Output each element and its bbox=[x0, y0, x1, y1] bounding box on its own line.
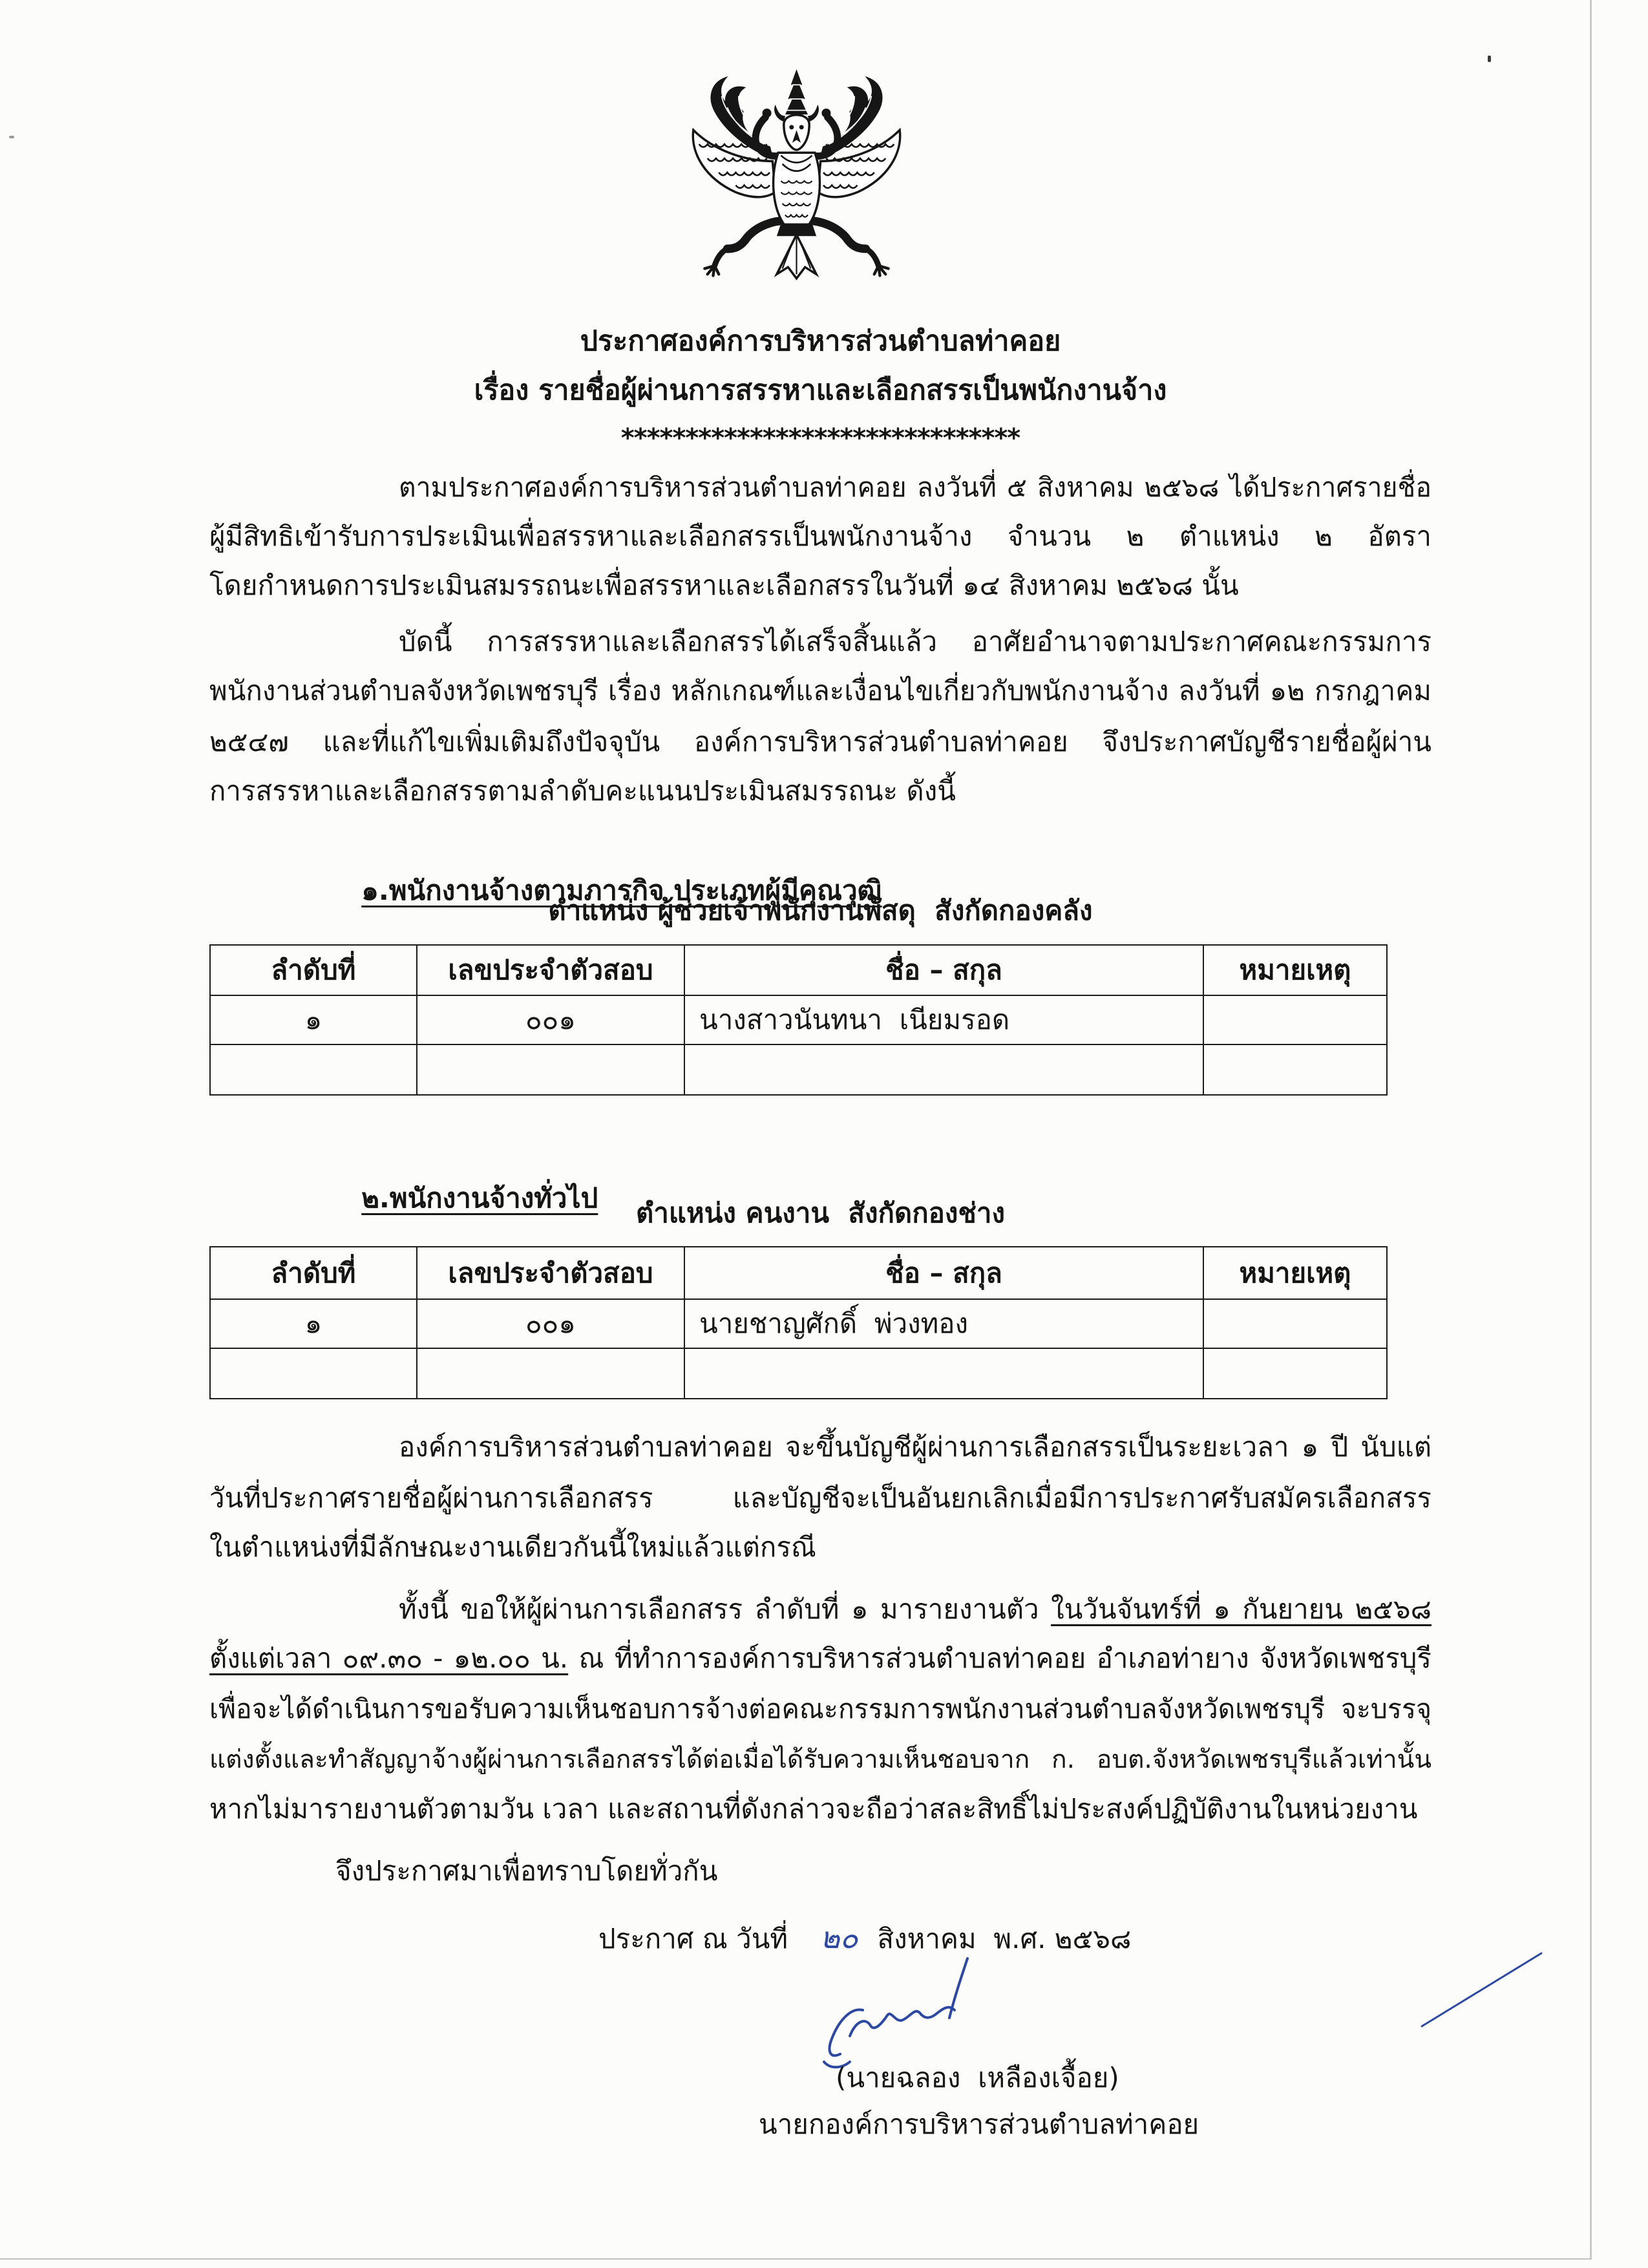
cell-remarks bbox=[1203, 1299, 1387, 1348]
cell-empty bbox=[684, 1348, 1203, 1399]
header-rank: ลำดับที่ bbox=[210, 945, 417, 995]
paragraph2-line-3: ๒๕๔๗ และที่แก้ไขเพิ่มเติมถึงปัจจุบัน องค์การบริหารส่วนตำบลท่าคอย จึงประกาศบัญชีรายชื่อผู้ผ่าน bbox=[209, 726, 1431, 758]
cell-full-name: นางสาวนันทนา เนียมรอด bbox=[684, 995, 1203, 1044]
header-remarks: หมายเหตุ bbox=[1203, 1247, 1387, 1299]
announcement-date bbox=[598, 1913, 1431, 1962]
signer-title: นายกองค์การบริหารส่วนตำบลท่าคอย bbox=[759, 2108, 1199, 2140]
header-remarks: หมายเหตุ bbox=[1203, 945, 1387, 995]
date-month-year: สิงหาคม พ.ศ. ๒๕๖๘ bbox=[877, 1923, 1132, 1955]
scan-speck bbox=[1488, 56, 1491, 62]
paragraph4-line-5: หากไม่มารายงานตัวตามวัน เวลา และสถานที่ดังกล่าวจะถือว่าสละสิทธิ์ไม่ประสงค์ปฏิบัติงานในหน่วยงาน bbox=[209, 1793, 1418, 1825]
paragraph2-line-4: การสรรหาและเลือกสรรตามลำดับคะแนนประเมินสมรรถนะ ดังนี้ bbox=[209, 775, 956, 807]
paragraph2-line-2: พนักงานส่วนตำบลจังหวัดเพชรบุรี เรื่อง หลักเกณฑ์และเงื่อนไขเกี่ยวกับพนักงานจ้าง ลงวันที่ ๑๒ กรกฎาคม bbox=[209, 675, 1431, 706]
scan-edge-vertical bbox=[1590, 0, 1592, 2258]
table-row bbox=[210, 1299, 1387, 1348]
cell-empty bbox=[210, 1348, 417, 1399]
closing-statement: จึงประกาศมาเพื่อทราบโดยทั่วกัน bbox=[335, 1855, 718, 1887]
candidate-table-1 bbox=[209, 944, 1388, 1096]
header-full-name: ชื่อ – สกุล bbox=[684, 945, 1203, 995]
candidate-table-2 bbox=[209, 1246, 1388, 1399]
cell-remarks bbox=[1203, 995, 1387, 1044]
section2-position: ตำแหน่ง คนงาน สังกัดกองช่าง bbox=[636, 1197, 1005, 1229]
paragraph3-line-2: วันที่ประกาศรายชื่อผู้ผ่านการเลือกสรร และบัญชีจะเป็นอันยกเลิกเมื่อมีการประกาศรับสมัครเลือกสรร bbox=[209, 1482, 1431, 1514]
paragraph3-line-1: องค์การบริหารส่วนตำบลท่าคอย จะขึ้นบัญชีผู้ผ่านการเลือกสรรเป็นระยะเวลา ๑ ปี นับแต่ bbox=[399, 1431, 1431, 1463]
garuda-center bbox=[774, 69, 820, 279]
cell-empty bbox=[210, 1044, 417, 1095]
stray-pen-mark bbox=[1415, 1945, 1551, 2036]
paragraph2-line-1: บัดนี้ การสรรหาและเลือกสรรได้เสร็จสิ้นแล้ว อาศัยอำนาจตามประกาศคณะกรรมการ bbox=[399, 626, 1431, 657]
table-header-row bbox=[210, 1247, 1387, 1299]
paragraph1-line-2: ผู้มีสิทธิเข้ารับการประเมินเพื่อสรรหาและเลือกสรรเป็นพนักงานจ้าง จำนวน ๒ ตำแหน่ง ๒ อัตรา bbox=[209, 520, 1431, 552]
paragraph1-line-3: โดยกำหนดการประเมินสมรรถนะเพื่อสรรหาและเลือกสรรในวันที่ ๑๔ สิงหาคม ๒๕๖๘ นั้น bbox=[209, 569, 1239, 601]
table-row-empty bbox=[210, 1348, 1387, 1399]
cell-empty bbox=[1203, 1348, 1387, 1399]
paragraph4-line-4: แต่งตั้งและทำสัญญาจ้างผู้ผ่านการเลือกสรรได้ต่อเมื่อได้รับความเห็นชอบจาก ก. อบต.จังหวัดเพชรบุรีแล้วเท่านั้น bbox=[209, 1745, 1431, 1774]
header-full-name: ชื่อ – สกุล bbox=[684, 1247, 1203, 1299]
section2-heading-text: ๒.พนักงานจ้างทั่วไป bbox=[361, 1182, 598, 1214]
paragraph3-line-3: ในตำแหน่งที่มีลักษณะงานเดียวกันนี้ใหม่แล้วแต่กรณี bbox=[209, 1531, 816, 1563]
scan-speck bbox=[9, 136, 14, 138]
table-header-row bbox=[210, 945, 1387, 995]
section1-position: ตำแหน่ง ผู้ช่วยเจ้าพนักงานพัสดุ สังกัดกองคลัง bbox=[548, 895, 1093, 926]
cell-empty bbox=[417, 1348, 684, 1399]
paragraph4-line-3: เพื่อจะได้ดำเนินการขอรับความเห็นชอบการจ้างต่อคณะกรรมการพนักงานส่วนตำบลจังหวัดเพชรบุรี จะบรรจุ bbox=[209, 1693, 1431, 1724]
cell-empty bbox=[1203, 1044, 1387, 1095]
document-title: ประกาศองค์การบริหารส่วนตำบลท่าคอย bbox=[580, 325, 1061, 357]
paragraph4-line-1 bbox=[399, 1585, 1431, 1634]
title-separator: ******************************* bbox=[620, 423, 1020, 453]
date-prefix: ประกาศ ณ วันที่ bbox=[598, 1923, 788, 1955]
cell-full-name: นายชาญศักดิ์ พ่วงทอง bbox=[684, 1299, 1203, 1348]
date-day-handwritten: ๒๐ bbox=[820, 1920, 858, 1955]
garuda-emblem bbox=[679, 65, 914, 282]
cell-empty bbox=[684, 1044, 1203, 1095]
document-subject: เรื่อง รายชื่อผู้ผ่านการสรรหาและเลือกสรรเป็นพนักงานจ้าง bbox=[474, 374, 1167, 407]
report-date: ในวันจันทร์ที่ ๑ กันยายน ๒๕๖๘ bbox=[1051, 1593, 1431, 1625]
cell-rank: ๑ bbox=[210, 1299, 417, 1348]
section1-heading-text: ๑.พนักงานจ้างตามภารกิจ ประเภทผู้มีคุณวุฒิ bbox=[361, 874, 882, 906]
cell-exam-id: ๐๐๑ bbox=[417, 1299, 684, 1348]
cell-empty bbox=[417, 1044, 684, 1095]
paragraph4-line-2 bbox=[209, 1634, 1431, 1683]
scan-edge-horizontal bbox=[0, 2258, 1592, 2260]
cell-exam-id: ๐๐๑ bbox=[417, 995, 684, 1044]
report-time: ตั้งแต่เวลา ๐๙.๓๐ - ๑๒.๐๐ น. bbox=[209, 1642, 569, 1674]
paragraph4-line-1-text: ทั้งนี้ ขอให้ผู้ผ่านการเลือกสรร ลำดับที่ ๑ มารายงานตัว bbox=[399, 1593, 1051, 1625]
cell-rank: ๑ bbox=[210, 995, 417, 1044]
header-exam-id: เลขประจำตัวสอบ bbox=[417, 1247, 684, 1299]
table-row bbox=[210, 995, 1387, 1044]
header-exam-id: เลขประจำตัวสอบ bbox=[417, 945, 684, 995]
table-row-empty bbox=[210, 1044, 1387, 1095]
paragraph4-line-2-text: ณ ที่ทำการองค์การบริหารส่วนตำบลท่าคอย อำเภอท่ายาง จังหวัดเพชรบุรี bbox=[568, 1642, 1431, 1674]
signer-name: (นายฉลอง เหลืองเจื้อย) bbox=[836, 2062, 1119, 2093]
header-rank: ลำดับที่ bbox=[210, 1247, 417, 1299]
section1-heading bbox=[343, 817, 1377, 906]
paragraph1-line-1: ตามประกาศองค์การบริหารส่วนตำบลท่าคอย ลงวันที่ ๕ สิงหาคม ๒๕๖๘ ได้ประกาศรายชื่อ bbox=[399, 472, 1431, 503]
